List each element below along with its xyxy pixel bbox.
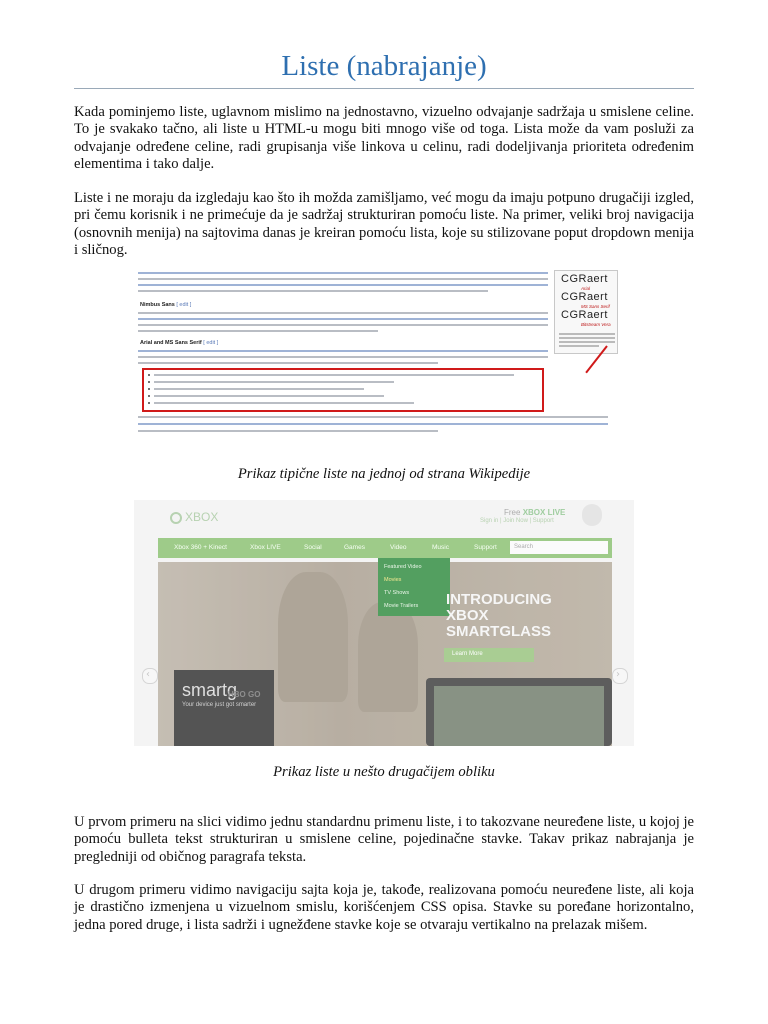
- text-line: [138, 416, 608, 418]
- xbox-live-text: XBOX LIVE: [522, 508, 566, 517]
- font-sample-2: CGRaert: [561, 291, 608, 303]
- nav-item-video[interactable]: Video: [390, 544, 407, 551]
- text-line: [138, 423, 608, 425]
- paragraph-first-example: U prvom primeru na slici vidimo jednu standardnu primenu liste, i to takozvane neuređene liste, u kojoj je pomoću bulleta tekst strukturiran u smislene celine, pojedinačne stavke. Takav prikaz nabrajanja je pregledniji od običnog paragrafa teksta.: [74, 814, 694, 865]
- hero-line: XBOX: [446, 607, 489, 624]
- text-line: [138, 272, 548, 274]
- sidebar-caption-line: [559, 333, 615, 335]
- nav-item-support[interactable]: Support: [474, 544, 497, 551]
- text-line: [138, 362, 438, 364]
- search-placeholder: Search: [514, 544, 534, 550]
- list-item-line: [154, 381, 394, 383]
- text-line: [138, 330, 378, 332]
- learn-more-label: Learn More: [452, 651, 483, 657]
- chevron-right-icon: ›: [616, 669, 620, 680]
- wiki-heading-text: Nimbus Sans: [140, 302, 175, 308]
- text-line: [138, 318, 548, 320]
- chevron-left-icon: ‹: [146, 669, 150, 680]
- nav-item-social[interactable]: Social: [304, 544, 322, 551]
- text-line: [138, 356, 548, 358]
- page-title: Liste (nabrajanje): [281, 50, 487, 82]
- title-divider: [74, 88, 694, 89]
- dropdown-item-trailers[interactable]: Movie Trailers: [384, 603, 419, 609]
- dropdown-item-featured[interactable]: Featured Video: [384, 564, 422, 570]
- text-line: [138, 350, 548, 352]
- wiki-edit-link[interactable]: [ edit ]: [203, 340, 219, 346]
- text-line: [138, 278, 548, 280]
- text-line: [138, 312, 548, 314]
- list-item-line: [154, 395, 384, 397]
- screenshot-fade-overlay: [134, 500, 634, 746]
- caption-xbox: Prikaz liste u nešto drugačijem obliku: [273, 764, 495, 780]
- wiki-edit-link[interactable]: [ edit ]: [176, 302, 192, 308]
- paragraph-appearance: Liste i ne moraju da izgledaju kao što ih možda zamišljamo, već mogu da imaju potpuno drugačiji izgled, pri čemu korisnik i ne primećuje da je sadržaj strukturiran pomoću liste. Na primer, veliki broj navigacija (osnovnih menija) na sajtovima danas je kreiran pomoću lista, koje su stilizovane poput dropdown menija i sličnog.: [74, 190, 694, 259]
- paragraph-intro: Kada pominjemo liste, uglavnom mislimo na jednostavno, vizuelno odvajanje sadržaja u smislene celine. To je svakako tačno, ali liste u HTML-u mogu biti mnogo više od toga. Lista može da vam posluži za odvajanje određene celine, radi grupisanja više linkova u celinu, radi dodeljivanja prioriteta određenim elementima i tako dalje.: [74, 104, 694, 173]
- font-sample-3: CGRaert: [561, 309, 608, 321]
- hero-line: SMARTGLASS: [446, 623, 551, 640]
- caption-wikipedia: Prikaz tipične liste na jednoj od strana Wikipedije: [237, 466, 531, 482]
- font-sample-2-label: MS Sans Serif: [581, 304, 610, 309]
- font-comparison-sidebar: [554, 270, 618, 354]
- text-line: [138, 290, 488, 292]
- wiki-heading-nimbus: [140, 302, 191, 308]
- sidebar-caption-line: [559, 345, 599, 347]
- wiki-heading-arial: [140, 340, 218, 346]
- text-line: [138, 284, 548, 286]
- list-item-line: [154, 402, 414, 404]
- sidebar-caption-line: [559, 341, 615, 343]
- tv-screen-subtext: Your device just got smarter: [182, 702, 257, 708]
- wikipedia-list-screenshot: [136, 268, 620, 444]
- list-item-line: [154, 388, 364, 390]
- nav-item-games[interactable]: Games: [344, 544, 365, 551]
- sidebar-caption-line: [559, 337, 615, 339]
- text-line: [138, 324, 548, 326]
- xbox-navigation-screenshot: [134, 500, 634, 746]
- nav-item-music[interactable]: Music: [432, 544, 449, 551]
- font-sample-1: CGRaert: [561, 273, 608, 285]
- text-line: [138, 430, 438, 432]
- nav-item-xbox360[interactable]: Xbox 360 + Kinect: [174, 544, 227, 551]
- dropdown-item-tv-shows[interactable]: TV Shows: [384, 590, 410, 596]
- hero-line: INTRODUCING: [446, 591, 552, 608]
- hbo-logo: HBO GO: [228, 690, 261, 699]
- xbox-logo-text: XBOX: [185, 510, 219, 524]
- list-item-line: [154, 374, 514, 376]
- tv-screen-text: smartg: [182, 680, 238, 700]
- dropdown-item-movies[interactable]: Movies: [384, 577, 402, 583]
- sign-in-links[interactable]: Sign in | Join Now | Support: [480, 518, 554, 524]
- paragraph-second-example: U drugom primeru vidimo navigaciju sajta koja je, takođe, realizovana pomoću neuređene liste, ali koja je drastično izmenjena u vizuelnom smislu, korišćenjem CSS opisa. Stavke su poređane horizontalno, jedna pored druge, i lista sadrži i ugnežđene stavke koje se otvaraju vertikalno na prelazak mišem.: [74, 882, 694, 933]
- font-sample-1-label: Arial: [581, 286, 591, 291]
- wiki-heading-text: Arial and MS Sans Serif: [140, 340, 202, 346]
- font-sample-3-label: Bitstream Vera: [581, 322, 611, 327]
- nav-item-xbox-live[interactable]: Xbox LIVE: [250, 544, 281, 551]
- free-text: Free: [504, 508, 521, 517]
